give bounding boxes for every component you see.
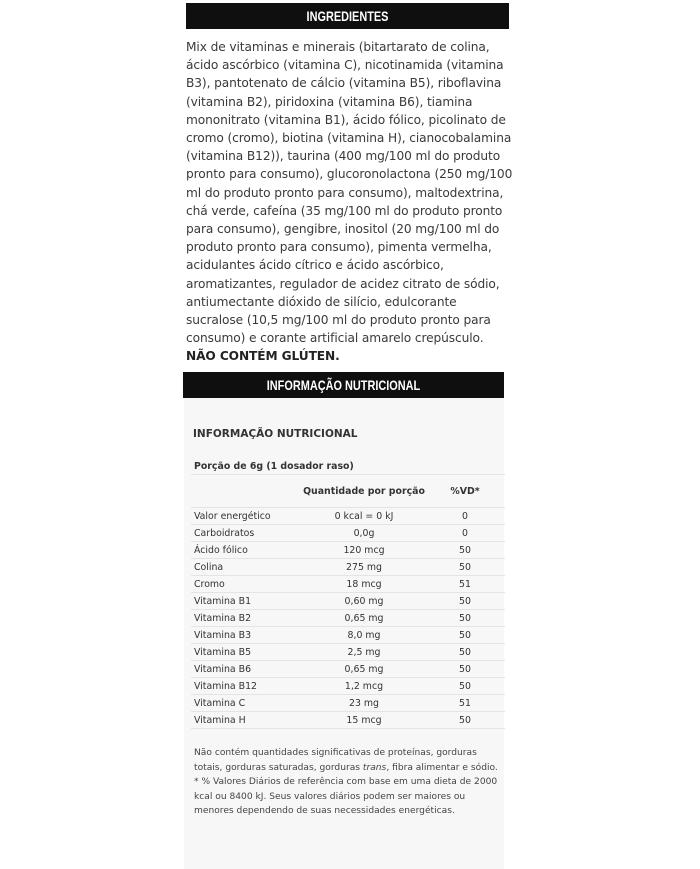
nutrient-dv: 50 bbox=[425, 627, 505, 644]
nutrient-name: Carboidratos bbox=[191, 525, 303, 542]
nutrient-dv: 50 bbox=[425, 661, 505, 678]
nutrient-row bbox=[191, 593, 505, 610]
footnote-text-b: , fibra alimentar e sódio. bbox=[386, 762, 498, 773]
header-dv: %VD* bbox=[425, 475, 505, 508]
nutrient-row bbox=[191, 695, 505, 712]
nutrient-name: Colina bbox=[191, 559, 303, 576]
ingredients-banner-title: INGREDIENTES bbox=[306, 8, 389, 24]
nutrient-row bbox=[191, 576, 505, 593]
nutrient-dv: 51 bbox=[425, 576, 505, 593]
footnote-text-a: Não contém quantidades significativas de proteínas, gorduras totais, gorduras saturadas, gorduras bbox=[194, 748, 477, 773]
nutrient-dv: 50 bbox=[425, 644, 505, 661]
header-nutrient bbox=[191, 475, 303, 508]
nutrient-name: Vitamina B3 bbox=[191, 627, 303, 644]
nutrient-name: Vitamina H bbox=[191, 712, 303, 729]
nutrient-row bbox=[191, 627, 505, 644]
nutrient-row bbox=[191, 644, 505, 661]
nutrient-row bbox=[191, 610, 505, 627]
nutrient-quantity: 0,60 mg bbox=[303, 593, 425, 610]
nutrient-dv: 50 bbox=[425, 610, 505, 627]
nutrient-name: Vitamina B5 bbox=[191, 644, 303, 661]
nutrient-quantity: 23 mg bbox=[303, 695, 425, 712]
gluten-free-note: NÃO CONTÉM GLÚTEN. bbox=[186, 349, 340, 364]
nutrient-dv: 51 bbox=[425, 695, 505, 712]
nutrition-table-body bbox=[191, 459, 505, 729]
nutrition-title: INFORMAÇÃO NUTRICIONAL bbox=[193, 428, 358, 440]
nutrient-quantity: 0,0g bbox=[303, 525, 425, 542]
nutrition-footnote bbox=[194, 746, 504, 819]
nutrition-banner bbox=[183, 372, 504, 398]
nutrient-quantity: 18 mcg bbox=[303, 576, 425, 593]
nutrient-name: Vitamina C bbox=[191, 695, 303, 712]
footnote-italic: trans bbox=[362, 762, 387, 773]
nutrient-dv: 50 bbox=[425, 593, 505, 610]
nutrient-row bbox=[191, 661, 505, 678]
nutrient-quantity: 0,65 mg bbox=[303, 610, 425, 627]
nutrient-row bbox=[191, 525, 505, 542]
nutrient-name: Vitamina B1 bbox=[191, 593, 303, 610]
header-quantity: Quantidade por porção bbox=[303, 475, 425, 508]
nutrient-dv: 50 bbox=[425, 559, 505, 576]
portion-label: Porção de 6g (1 dosador raso) bbox=[191, 459, 505, 475]
nutrient-name: Vitamina B12 bbox=[191, 678, 303, 695]
nutrient-row bbox=[191, 559, 505, 576]
portion-row bbox=[191, 459, 505, 475]
nutrient-name: Valor energético bbox=[191, 508, 303, 525]
nutrient-dv: 50 bbox=[425, 542, 505, 559]
nutrition-table bbox=[191, 459, 505, 729]
nutrient-name: Vitamina B2 bbox=[191, 610, 303, 627]
nutrient-dv: 50 bbox=[425, 712, 505, 729]
nutrient-quantity: 1,2 mcg bbox=[303, 678, 425, 695]
nutrition-banner-title: INFORMAÇÃO NUTRICIONAL bbox=[266, 377, 421, 393]
nutrient-quantity: 0 kcal = 0 kJ bbox=[303, 508, 425, 525]
nutrient-row bbox=[191, 712, 505, 729]
ingredients-text bbox=[186, 38, 516, 366]
footnote-dv-note: * % Valores Diários de referência com base em uma dieta de 2000 kcal ou 8400 kJ. Seus valores diários podem ser maiores ou menores dependendo de suas necessidades energéticas. bbox=[194, 777, 498, 817]
nutrient-quantity: 15 mcg bbox=[303, 712, 425, 729]
nutrient-quantity: 8,0 mg bbox=[303, 627, 425, 644]
ingredients-banner bbox=[186, 3, 509, 29]
nutrient-dv: 0 bbox=[425, 508, 505, 525]
nutrient-dv: 0 bbox=[425, 525, 505, 542]
nutrient-name: Ácido fólico bbox=[191, 542, 303, 559]
nutrient-name: Vitamina B6 bbox=[191, 661, 303, 678]
nutrient-quantity: 275 mg bbox=[303, 559, 425, 576]
nutrient-row bbox=[191, 542, 505, 559]
nutrient-name: Cromo bbox=[191, 576, 303, 593]
nutrient-dv: 50 bbox=[425, 678, 505, 695]
nutrient-row bbox=[191, 678, 505, 695]
nutrient-quantity: 2,5 mg bbox=[303, 644, 425, 661]
nutrient-quantity: 120 mcg bbox=[303, 542, 425, 559]
ingredients-list: Mix de vitaminas e minerais (bitartarato de colina, ácido ascórbico (vitamina C), nicotinamida (vitamina B3), pantotenato de cálcio (vitamina B5), riboflavina (vitamina B2), piridoxina (vitamina B6), tiamina mononitrato (vitamina B1), ácido fólico, picolinato de cromo (cromo), biotina (vitamina H), cianocobalamina (vitamina B12)), taurina (400 mg/100 ml do produto pronto para consumo), glucoronolactona (250 mg/100 ml do produto pronto para consumo), maltodextrina, chá verde, cafeína (35 mg/100 ml do produto pronto para consumo), gengibre, inositol (20 mg/100 ml do produto pronto para consumo), pimenta vermelha, acidulantes ácido cítrico e ácido ascórbico, aromatizantes, regulador de acidez citrato de sódio, antiumectante dióxido de silício, edulcorante sucralose (10,5 mg/100 ml do produto pronto para consumo) e corante artificial amarelo crepúsculo. bbox=[186, 40, 513, 346]
header-row bbox=[191, 475, 505, 508]
nutrient-row bbox=[191, 508, 505, 525]
nutrient-quantity: 0,65 mg bbox=[303, 661, 425, 678]
nutrition-panel bbox=[184, 398, 504, 869]
